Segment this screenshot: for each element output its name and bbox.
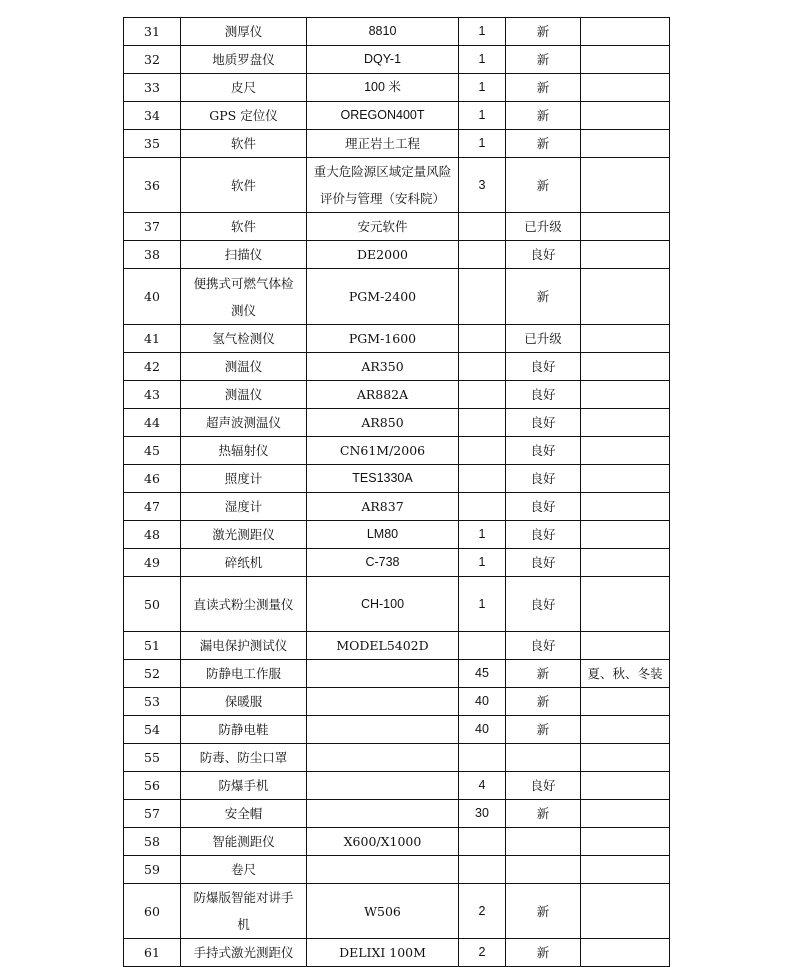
equipment-model: TES1330A — [307, 465, 459, 493]
row-number: 59 — [124, 856, 181, 884]
equipment-model — [307, 800, 459, 828]
equipment-quantity: 3 — [459, 158, 506, 213]
equipment-status: 新 — [506, 130, 581, 158]
table-row — [124, 939, 670, 967]
equipment-name: 地质罗盘仪 — [181, 46, 307, 74]
equipment-quantity: 1 — [459, 549, 506, 577]
equipment-note — [581, 577, 670, 632]
table-row — [124, 716, 670, 744]
equipment-quantity: 1 — [459, 102, 506, 130]
equipment-status: 良好 — [506, 353, 581, 381]
equipment-name: GPS 定位仪 — [181, 102, 307, 130]
table-row — [124, 437, 670, 465]
equipment-name: 防静电工作服 — [181, 660, 307, 688]
equipment-quantity: 1 — [459, 577, 506, 632]
equipment-model: CN61M/2006 — [307, 437, 459, 465]
table-row — [124, 856, 670, 884]
equipment-name: 便携式可燃气体检测仪 — [181, 269, 307, 325]
equipment-model: OREGON400T — [307, 102, 459, 130]
equipment-model: 重大危险源区域定量风险评价与管理（安科院） — [307, 158, 459, 213]
equipment-model — [307, 744, 459, 772]
table-row — [124, 325, 670, 353]
equipment-model: MODEL5402D — [307, 632, 459, 660]
row-number: 60 — [124, 884, 181, 939]
equipment-model: X600/X1000 — [307, 828, 459, 856]
equipment-name: 漏电保护测试仪 — [181, 632, 307, 660]
equipment-model: DQY-1 — [307, 46, 459, 74]
table-row — [124, 381, 670, 409]
equipment-quantity — [459, 493, 506, 521]
equipment-model — [307, 716, 459, 744]
table-row — [124, 577, 670, 632]
equipment-note — [581, 381, 670, 409]
equipment-status: 新 — [506, 158, 581, 213]
equipment-quantity — [459, 381, 506, 409]
equipment-note — [581, 465, 670, 493]
equipment-note — [581, 939, 670, 967]
equipment-note — [581, 102, 670, 130]
equipment-status: 良好 — [506, 465, 581, 493]
equipment-model — [307, 856, 459, 884]
equipment-status: 新 — [506, 688, 581, 716]
table-row — [124, 74, 670, 102]
row-number: 33 — [124, 74, 181, 102]
equipment-status — [506, 856, 581, 884]
equipment-quantity: 1 — [459, 521, 506, 549]
equipment-name: 软件 — [181, 130, 307, 158]
equipment-quantity: 1 — [459, 74, 506, 102]
row-number: 55 — [124, 744, 181, 772]
equipment-status: 良好 — [506, 381, 581, 409]
equipment-model: PGM-2400 — [307, 269, 459, 325]
equipment-model — [307, 688, 459, 716]
equipment-name: 防静电鞋 — [181, 716, 307, 744]
equipment-quantity — [459, 325, 506, 353]
equipment-note — [581, 884, 670, 939]
row-number: 57 — [124, 800, 181, 828]
equipment-table — [123, 17, 670, 967]
equipment-name: 保暖服 — [181, 688, 307, 716]
equipment-status — [506, 828, 581, 856]
equipment-quantity — [459, 241, 506, 269]
row-number: 48 — [124, 521, 181, 549]
equipment-note — [581, 18, 670, 46]
equipment-name: 氢气检测仪 — [181, 325, 307, 353]
table-row — [124, 158, 670, 213]
equipment-status: 新 — [506, 884, 581, 939]
equipment-quantity — [459, 744, 506, 772]
equipment-status — [506, 744, 581, 772]
equipment-model: DE2000 — [307, 241, 459, 269]
equipment-name: 卷尺 — [181, 856, 307, 884]
row-number: 58 — [124, 828, 181, 856]
equipment-note — [581, 856, 670, 884]
equipment-note — [581, 46, 670, 74]
row-number: 46 — [124, 465, 181, 493]
equipment-status: 已升级 — [506, 213, 581, 241]
table-row — [124, 465, 670, 493]
equipment-status: 新 — [506, 716, 581, 744]
equipment-quantity: 1 — [459, 130, 506, 158]
row-number: 56 — [124, 772, 181, 800]
row-number: 52 — [124, 660, 181, 688]
equipment-status: 新 — [506, 74, 581, 102]
table-row — [124, 660, 670, 688]
row-number: 45 — [124, 437, 181, 465]
equipment-note — [581, 772, 670, 800]
equipment-model: AR850 — [307, 409, 459, 437]
equipment-model: 100 米 — [307, 74, 459, 102]
equipment-note — [581, 632, 670, 660]
row-number: 34 — [124, 102, 181, 130]
row-number: 38 — [124, 241, 181, 269]
equipment-status: 良好 — [506, 632, 581, 660]
equipment-status: 新 — [506, 269, 581, 325]
equipment-note — [581, 269, 670, 325]
equipment-model: AR882A — [307, 381, 459, 409]
equipment-status: 良好 — [506, 577, 581, 632]
equipment-status: 良好 — [506, 409, 581, 437]
equipment-note — [581, 437, 670, 465]
equipment-note: 夏、秋、冬装 — [581, 660, 670, 688]
row-number: 35 — [124, 130, 181, 158]
equipment-name: 皮尺 — [181, 74, 307, 102]
equipment-name: 湿度计 — [181, 493, 307, 521]
row-number: 32 — [124, 46, 181, 74]
equipment-model: AR837 — [307, 493, 459, 521]
equipment-note — [581, 744, 670, 772]
equipment-note — [581, 130, 670, 158]
equipment-status: 良好 — [506, 493, 581, 521]
equipment-note — [581, 521, 670, 549]
table-row — [124, 269, 670, 325]
equipment-quantity — [459, 828, 506, 856]
equipment-quantity — [459, 213, 506, 241]
equipment-model: PGM-1600 — [307, 325, 459, 353]
table-row — [124, 828, 670, 856]
row-number: 47 — [124, 493, 181, 521]
table-row — [124, 493, 670, 521]
table-row — [124, 241, 670, 269]
equipment-model: W506 — [307, 884, 459, 939]
equipment-note — [581, 549, 670, 577]
equipment-name: 测温仪 — [181, 381, 307, 409]
table-row — [124, 213, 670, 241]
equipment-status: 良好 — [506, 521, 581, 549]
table-row — [124, 744, 670, 772]
equipment-status: 新 — [506, 46, 581, 74]
equipment-quantity — [459, 465, 506, 493]
equipment-quantity: 40 — [459, 716, 506, 744]
equipment-name: 手持式激光测距仪 — [181, 939, 307, 967]
equipment-quantity — [459, 437, 506, 465]
equipment-name: 照度计 — [181, 465, 307, 493]
equipment-name: 测厚仪 — [181, 18, 307, 46]
row-number: 44 — [124, 409, 181, 437]
row-number: 41 — [124, 325, 181, 353]
equipment-note — [581, 688, 670, 716]
equipment-note — [581, 353, 670, 381]
equipment-status: 新 — [506, 800, 581, 828]
equipment-status: 新 — [506, 660, 581, 688]
row-number: 37 — [124, 213, 181, 241]
row-number: 36 — [124, 158, 181, 213]
equipment-model — [307, 772, 459, 800]
row-number: 40 — [124, 269, 181, 325]
table-row — [124, 18, 670, 46]
equipment-status: 新 — [506, 939, 581, 967]
equipment-quantity: 1 — [459, 18, 506, 46]
equipment-note — [581, 716, 670, 744]
equipment-model: 8810 — [307, 18, 459, 46]
table-row — [124, 130, 670, 158]
equipment-model: AR350 — [307, 353, 459, 381]
equipment-model: DELIXI 100M — [307, 939, 459, 967]
equipment-status: 良好 — [506, 549, 581, 577]
equipment-status: 良好 — [506, 437, 581, 465]
equipment-note — [581, 325, 670, 353]
row-number: 50 — [124, 577, 181, 632]
equipment-name: 热辐射仪 — [181, 437, 307, 465]
equipment-status: 已升级 — [506, 325, 581, 353]
equipment-model: 理正岩土工程 — [307, 130, 459, 158]
equipment-model: LM80 — [307, 521, 459, 549]
equipment-name: 直读式粉尘测量仪 — [181, 577, 307, 632]
table-row — [124, 884, 670, 939]
row-number: 51 — [124, 632, 181, 660]
equipment-name: 安全帽 — [181, 800, 307, 828]
equipment-name: 防爆手机 — [181, 772, 307, 800]
equipment-model: C-738 — [307, 549, 459, 577]
equipment-model — [307, 660, 459, 688]
equipment-name: 测温仪 — [181, 353, 307, 381]
equipment-note — [581, 409, 670, 437]
row-number: 42 — [124, 353, 181, 381]
equipment-quantity: 1 — [459, 46, 506, 74]
equipment-name: 软件 — [181, 213, 307, 241]
equipment-quantity: 2 — [459, 884, 506, 939]
row-number: 61 — [124, 939, 181, 967]
equipment-name: 软件 — [181, 158, 307, 213]
row-number: 53 — [124, 688, 181, 716]
equipment-name: 智能测距仪 — [181, 828, 307, 856]
equipment-note — [581, 828, 670, 856]
equipment-model: CH-100 — [307, 577, 459, 632]
table-row — [124, 800, 670, 828]
table-row — [124, 549, 670, 577]
equipment-name: 防爆版智能对讲手机 — [181, 884, 307, 939]
row-number: 54 — [124, 716, 181, 744]
equipment-note — [581, 241, 670, 269]
table-row — [124, 772, 670, 800]
equipment-note — [581, 493, 670, 521]
table-row — [124, 102, 670, 130]
table-row — [124, 688, 670, 716]
equipment-status: 新 — [506, 102, 581, 130]
table-row — [124, 632, 670, 660]
equipment-status: 新 — [506, 18, 581, 46]
equipment-quantity — [459, 632, 506, 660]
equipment-quantity: 45 — [459, 660, 506, 688]
equipment-note — [581, 158, 670, 213]
table-row — [124, 521, 670, 549]
table-row — [124, 409, 670, 437]
equipment-name: 超声波测温仪 — [181, 409, 307, 437]
row-number: 43 — [124, 381, 181, 409]
equipment-quantity: 2 — [459, 939, 506, 967]
equipment-name: 碎纸机 — [181, 549, 307, 577]
table-row — [124, 353, 670, 381]
equipment-quantity — [459, 269, 506, 325]
equipment-quantity: 40 — [459, 688, 506, 716]
equipment-quantity — [459, 856, 506, 884]
equipment-quantity — [459, 353, 506, 381]
row-number: 31 — [124, 18, 181, 46]
equipment-name: 防毒、防尘口罩 — [181, 744, 307, 772]
equipment-name: 扫描仪 — [181, 241, 307, 269]
equipment-name: 激光测距仪 — [181, 521, 307, 549]
equipment-quantity: 4 — [459, 772, 506, 800]
equipment-model: 安元软件 — [307, 213, 459, 241]
equipment-quantity — [459, 409, 506, 437]
table-row — [124, 46, 670, 74]
row-number: 49 — [124, 549, 181, 577]
equipment-quantity: 30 — [459, 800, 506, 828]
equipment-note — [581, 800, 670, 828]
equipment-note — [581, 74, 670, 102]
equipment-status: 良好 — [506, 241, 581, 269]
equipment-status: 良好 — [506, 772, 581, 800]
equipment-note — [581, 213, 670, 241]
